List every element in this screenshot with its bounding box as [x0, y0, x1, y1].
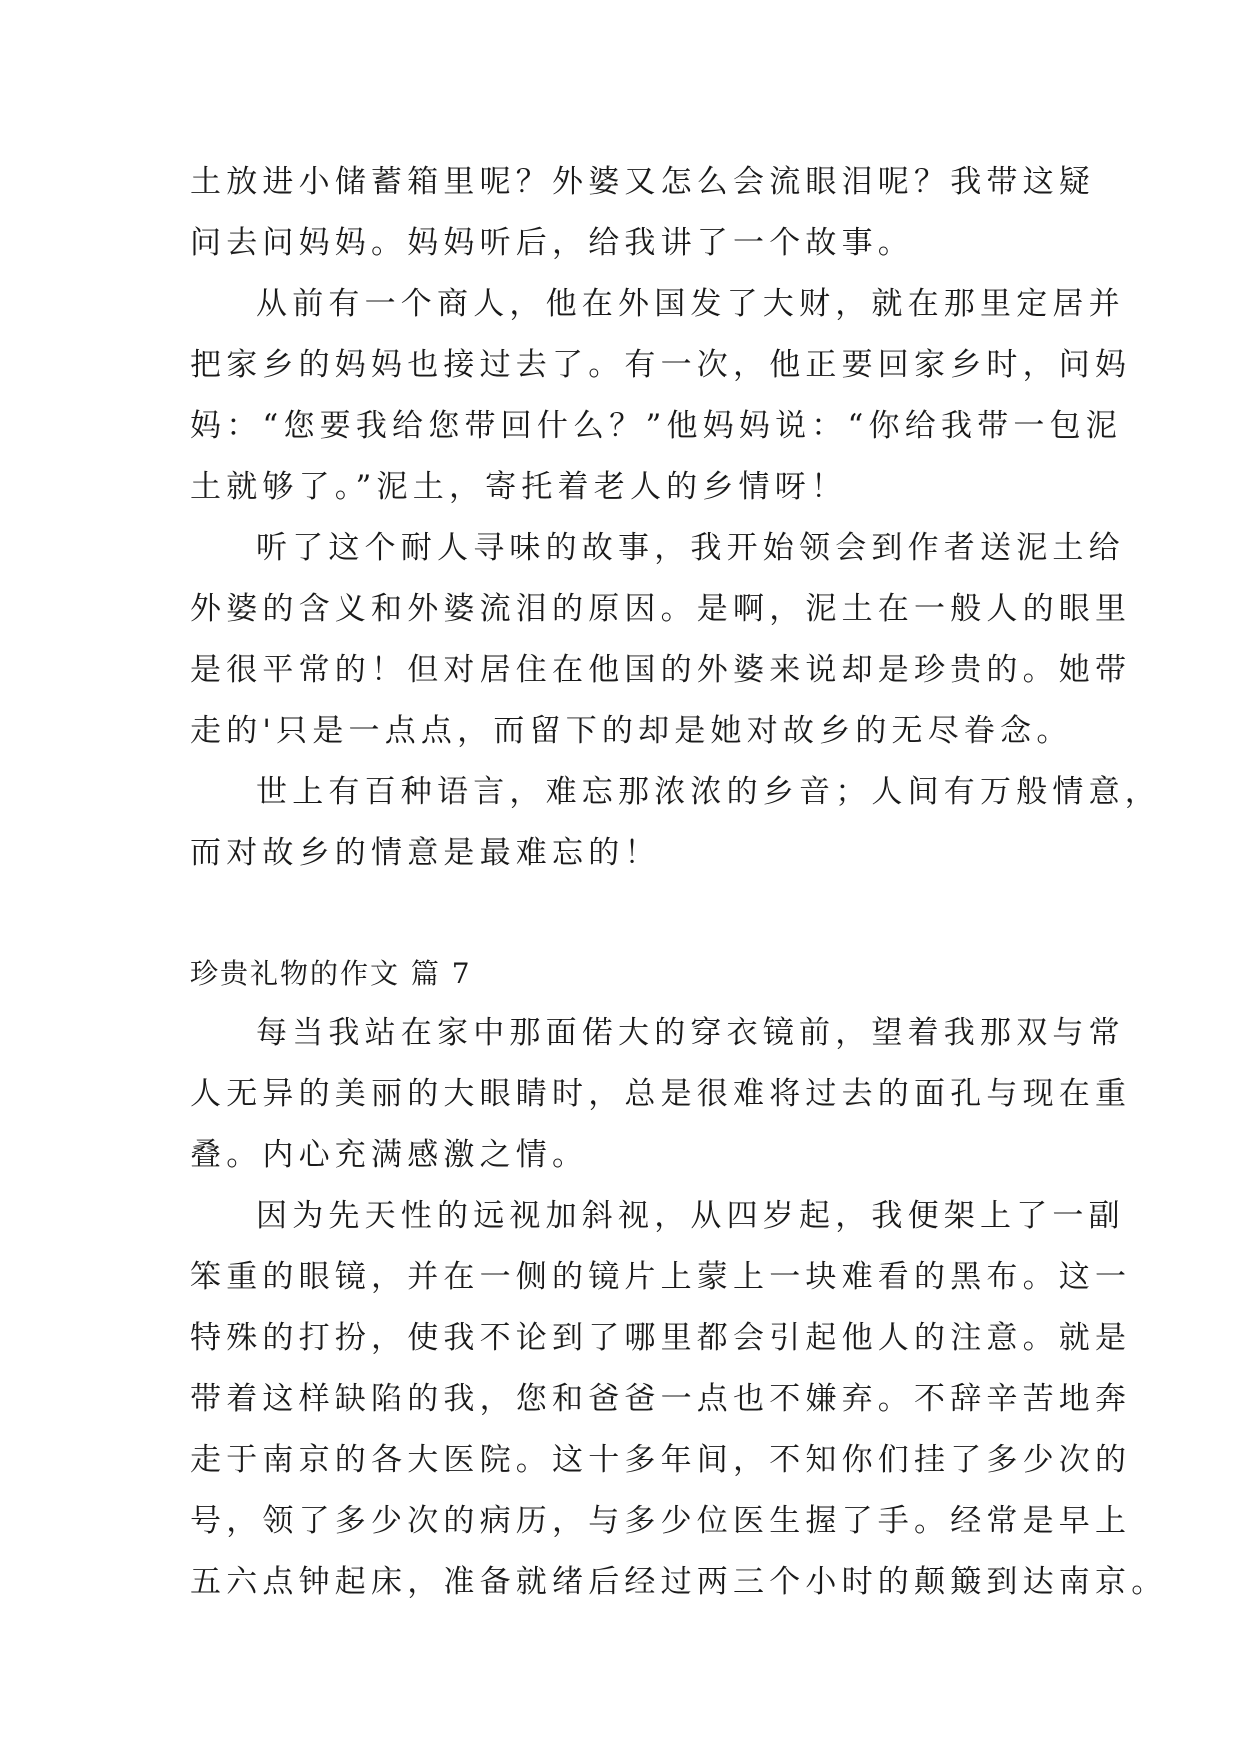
text-line: 特殊的打扮，使我不论到了哪里都会引起他人的注意。就是 [190, 1320, 1132, 1356]
document-body [190, 152, 1168, 1613]
text-line: 带着这样缺陷的我，您和爸爸一点也不嫌弃。不辞辛苦地奔 [190, 1381, 1132, 1417]
text-line: 走于南京的各大医院。这十多年间，不知你们挂了多少次的 [190, 1442, 1132, 1478]
text-line: 问去问妈妈。妈妈听后，给我讲了一个故事。 [190, 225, 914, 261]
text-line: 是很平常的！但对居住在他国的外婆来说却是珍贵的。她带 [190, 652, 1132, 688]
text-line: 笨重的眼镜，并在一侧的镜片上蒙上一块难看的黑布。这一 [190, 1259, 1132, 1295]
text-line: 人无异的美丽的大眼睛时，总是很难将过去的面孔与现在重 [190, 1076, 1132, 1112]
text-line: 土放进小储蓄箱里呢？外婆又怎么会流眼泪呢？我带这疑 [190, 164, 1095, 200]
text-line: 叠。内心充满感激之情。 [190, 1137, 589, 1173]
text-line: 走的'只是一点点，而留下的却是她对故乡的无尽眷念。 [190, 713, 1073, 749]
paragraph [190, 1003, 1132, 1186]
text-line: 而对故乡的情意是最难忘的！ [190, 835, 661, 871]
text-line: 外婆的含义和外婆流泪的原因。是啊，泥土在一般人的眼里 [190, 591, 1132, 627]
paragraph [190, 274, 1132, 518]
section-spacer [190, 884, 1055, 945]
text-line: 把家乡的妈妈也接过去了。有一次，他正要回家乡时，问妈 [190, 347, 1132, 383]
section-heading: 珍贵礼物的作文 篇 7 [190, 957, 472, 990]
paragraph [190, 1186, 1168, 1613]
text-line: 五六点钟起床，准备就绪后经过两三个小时的颠簸到达南京。 [190, 1564, 1168, 1600]
text-line: 从前有一个商人，他在外国发了大财，就在那里定居并 [256, 286, 1125, 322]
paragraph [190, 152, 1095, 274]
text-line: 每当我站在家中那面偌大的穿衣镜前，望着我那双与常 [256, 1015, 1125, 1051]
text-line: 号，领了多少次的病历，与多少位医生握了手。经常是早上 [190, 1503, 1132, 1539]
text-line: 因为先天性的远视加斜视，从四岁起，我便架上了一副 [256, 1198, 1125, 1234]
paragraph [190, 762, 1161, 884]
text-line: 土就够了。”泥土，寄托着老人的乡情呀！ [190, 469, 848, 505]
paragraph [190, 518, 1132, 762]
text-line: 听了这个耐人寻味的故事，我开始领会到作者送泥土给 [256, 530, 1125, 566]
text-line: 世上有百种语言，难忘那浓浓的乡音；人间有万般情意， [256, 774, 1161, 810]
text-line: 妈：“您要我给您带回什么？”他妈妈说：“你给我带一包泥 [190, 408, 1122, 444]
